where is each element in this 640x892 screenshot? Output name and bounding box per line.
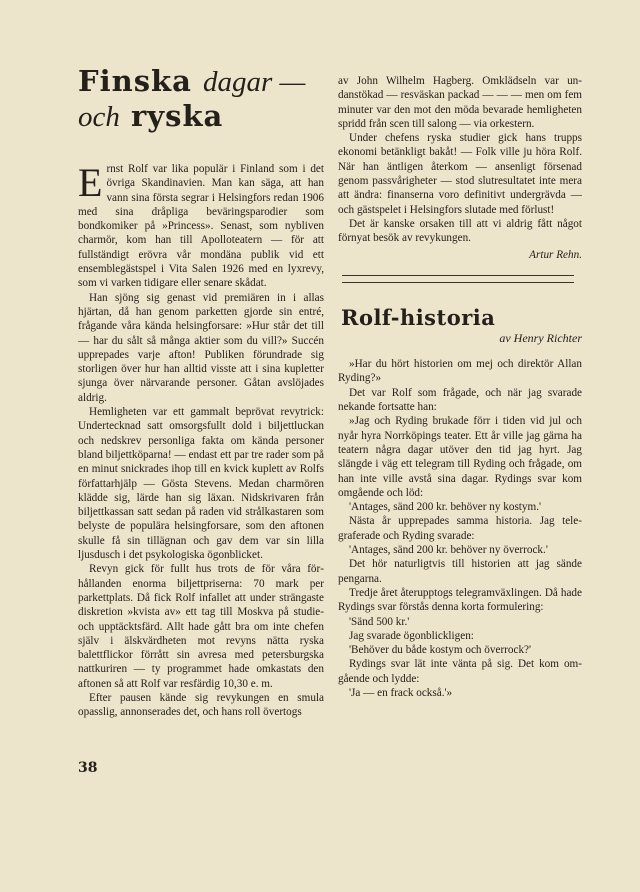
paragraph: Jag svarade ögonblickligen: xyxy=(349,629,474,642)
article-title xyxy=(78,64,324,134)
paragraph: Hemligheten var ett gammalt beprövat revytrick: Undertecknad satt omsorgsfullt dold i biljettluckan och nedskrev personliga fakta om kända personer bland biljettköparna! — endast ett par tre rader som på en minut snickrades ihop till en kvick kuplett av Rolfs författarhjälp — Gösta Stevens. Medan charmören klädde sig, lärde han sig läxan. Nidskrivaren från biljettkassan satt sedan på raden vid strålkastaren som belyste de populära helsingforsare, som den aftonen skulle få sin tillägnan och gav dem var sin lilla ljusdusch i det psykologiska ögonblicket. xyxy=(78,406,324,562)
paragraph: Rydings svar lät inte vänta på sig. Det kom omgående och lydde: xyxy=(338,658,582,685)
title-word-finska: Finska xyxy=(78,64,192,98)
paragraph: 'Sänd 500 kr.' xyxy=(349,615,410,628)
section-heading: Rolf-historia xyxy=(341,304,496,330)
paragraph: Han sjöng sig genast vid premiären in i allas hjärtan, då han genom parketten gjorde sin entré, frågande våra kända helsingforsare: »Hur står det till — har du sålt så många aktier som du vill?» Succén upprepades varje afton! Publiken förundrade sig storligen över hur han alltid visste att i sina kupletter sjunga över närvarande personer. Gåtan avslöjades aldrig. xyxy=(78,291,324,404)
paragraph: Det var Rolf som frågade, och när jag svarade nekande fortsatte han: xyxy=(338,386,582,414)
section-divider xyxy=(342,275,574,283)
paragraph: 'Behöver du både kostym och överrock?' xyxy=(349,644,532,657)
title-word-dagar: dagar — xyxy=(203,66,306,98)
left-column xyxy=(78,64,324,720)
author-signature: Artur Rehn. xyxy=(529,248,582,261)
byline: av Henry Richter xyxy=(499,330,582,345)
paragraph: Det är kanske orsaken till att vi aldrig fått något förnyat besök av revykungen. xyxy=(338,217,582,245)
paragraph: Revyn gick för fullt hus trots de för våra förhållanden enorma biljettpriserna: 70 mark per parkettplats. Då fick Rolf infallet att under strängaste diskretion »kvista av» ett tag till Moskva på studie- och upptäcktsfärd. Allt hade gått bra om inte chefen själv i älskvärdheten mot revyns nätta ryska balettflickor förrått sin avresa med petersburgska nattkuriren — ty programmet hade omkastats den aftonen så att Rolf var resfärdig 10,30 e. m. xyxy=(78,563,324,690)
paragraph: 'Antages, sänd 200 kr. behöver ny kostym.' xyxy=(349,501,542,514)
paragraph: 'Antages, sänd 200 kr. behöver ny överrock.' xyxy=(349,544,548,557)
title-word-ryska: ryska xyxy=(130,99,224,133)
page-number: 38 xyxy=(78,760,98,776)
paragraph: Det hör naturligtvis till historien att jag sände pengarna. xyxy=(338,558,582,585)
paragraph: Ernst Rolf var lika populär i Finland som i det övriga Skandinavien. Man kan säga, att han vann sina första segrar i Helsingfors redan 1906 med sina dråpliga beväringsparodier som bondkomiker på »Princess». Senast, som nybliven charmör, kom han till Apolloteatern — för att fullständigt erövra vår mondäna publik vid ett ensemblegästspel i Vita Salen 1926 med en lyxrevy, som vi varken tidigare eller senare skådat. xyxy=(78,160,324,290)
drop-cap: E xyxy=(78,160,103,205)
paragraph: Nästa år upprepades samma historia. Jag telegraferade och Ryding svarade: xyxy=(338,515,582,542)
paragraph: »Jag och Ryding brukade förr i tiden vid jul och nyår hyra Norrköpings teater. Ett år ville jag gärna ha teatern några dagar utöver den tid jag hyrt. Jag slängde i väg ett telegram till Ryding och frågade, om han inte ville avstå sina dagar. Rydings svar kom omgående och löd: xyxy=(338,415,582,499)
paragraph: 'Ja — en frack också.'» xyxy=(349,686,453,699)
paragraph: av John Wilhelm Hagberg. Omklädseln var undanstökad — resväskan packad — — — men om fem minuter var den mot den möda bevarade hemligheten spridd från scen till salong — via orkestern. xyxy=(338,75,582,130)
right-column xyxy=(338,74,582,700)
paragraph: Tredje året återupptogs telegramväxlingen. Då hade Rydings svar förstås denna korta formulering: xyxy=(338,586,582,614)
paragraph: Efter pausen kände sig revykungen en smula opasslig, annonserades det, och hans roll övertogs xyxy=(78,691,324,719)
title-word-och: och xyxy=(78,101,120,133)
paragraph: »Har du hört historien om mej och direktör Allan Ryding?» xyxy=(338,358,582,385)
paragraph: Under chefens ryska studier gick hans trupps ekonomi betänkligt bakåt! — Folk ville ju höra Rolf. När han äntligen återkom — ansenligt försenad genom passvårigheter — stod slutresultatet inte mera att ändra: finanserna voro definitivt undergrävda — och gästspelet i Helsingfors slutade med förlust! xyxy=(338,132,582,216)
